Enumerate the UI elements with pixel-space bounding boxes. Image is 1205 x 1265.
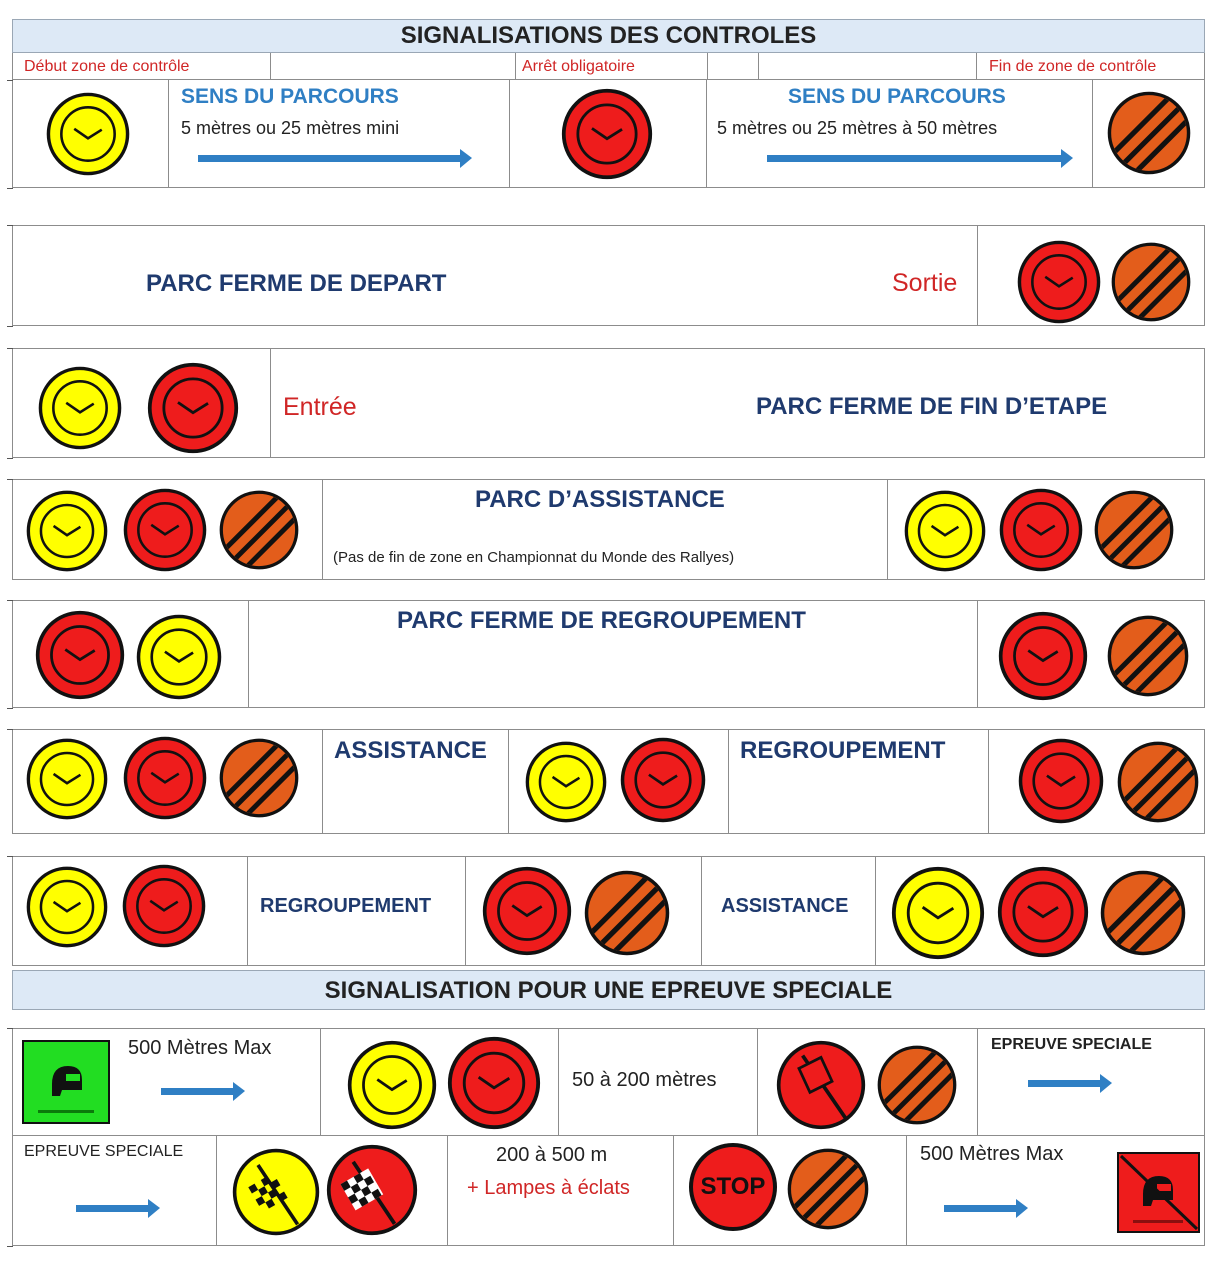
debut-zone-label: Début zone de contrôle (24, 58, 190, 75)
yellow-clock-icon (890, 865, 986, 961)
yellow-clock-icon (45, 91, 131, 177)
parc-ferme-regroupement-title: PARC FERME DE REGROUPEMENT (397, 607, 806, 634)
yellow-clock-icon (25, 737, 109, 821)
yellow-clock-icon (25, 865, 109, 949)
regroupement-label: REGROUPEMENT (740, 737, 946, 764)
sens-parcours-2-title: SENS DU PARCOURS (788, 85, 1006, 108)
direction-arrow-icon (767, 155, 1063, 162)
end-zone-icon (876, 1044, 958, 1126)
red-flag-icon (775, 1039, 867, 1131)
red-clock-icon (122, 487, 208, 573)
parc-ferme-fin-etape-title: PARC FERME DE FIN D’ETAPE (756, 393, 1108, 420)
direction-arrow-icon (161, 1088, 235, 1095)
yellow-clock-icon (37, 365, 123, 451)
assistance-label: ASSISTANCE (721, 895, 849, 917)
yellow-clock-icon (346, 1039, 438, 1131)
direction-arrow-icon (1028, 1080, 1102, 1087)
controls-section-header (12, 19, 1205, 53)
yellow-checkered-flag-icon (231, 1147, 321, 1237)
epreuve-speciale-label: EPREUVE SPECIALE (24, 1143, 184, 1160)
controls-section-title: SIGNALISATIONS DES CONTROLES (400, 22, 817, 49)
sens-parcours-1-text: 5 mètres ou 25 mètres mini (181, 118, 400, 138)
red-clock-icon (997, 610, 1089, 702)
range-200-500-label: 200 à 500 m (496, 1144, 608, 1166)
end-zone-icon (1099, 869, 1187, 957)
end-zone-icon (1116, 740, 1200, 824)
red-clock-icon (619, 736, 707, 824)
end-zone-icon (786, 1147, 870, 1231)
special-stage-section-title: SIGNALISATION POUR UNE EPREUVE SPECIALE (324, 977, 893, 1004)
sortie-label: Sortie (892, 269, 958, 297)
yellow-clock-icon (524, 740, 608, 824)
end-zone-icon (1093, 489, 1175, 571)
red-clock-icon (1017, 737, 1105, 825)
end-zone-icon (1106, 90, 1192, 176)
max-500-label: 500 Mètres Max (128, 1037, 272, 1059)
direction-arrow-icon (76, 1205, 150, 1212)
end-zone-icon (583, 869, 671, 957)
entree-label: Entrée (283, 393, 357, 421)
epreuve-speciale-label: EPREUVE SPECIALE (991, 1036, 1152, 1053)
red-clock-icon (560, 87, 654, 181)
end-zone-icon (1110, 241, 1192, 323)
red-clock-icon (481, 865, 573, 957)
direction-arrow-icon (944, 1205, 1018, 1212)
helmet-end-sign-icon (1117, 1152, 1200, 1233)
end-zone-icon (1106, 614, 1190, 698)
helmet-sign-icon (22, 1040, 110, 1124)
red-clock-icon (121, 863, 207, 949)
red-clock-icon (998, 487, 1084, 573)
sens-parcours-1-title: SENS DU PARCOURS (181, 85, 399, 108)
parc-assistance-note: (Pas de fin de zone en Championnat du Monde des Rallyes) (333, 549, 735, 566)
red-clock-icon (446, 1035, 542, 1131)
max-500-label: 500 Mètres Max (920, 1143, 1064, 1165)
parc-assistance-title: PARC D’ASSISTANCE (475, 486, 725, 513)
direction-arrow-icon (198, 155, 462, 162)
regroupement-label: REGROUPEMENT (260, 895, 432, 917)
stop-sign-icon (689, 1143, 777, 1231)
fin-zone-label: Fin de zone de contrôle (989, 58, 1157, 75)
end-zone-icon (218, 737, 300, 819)
arret-obligatoire-label: Arrêt obligatoire (522, 58, 635, 75)
red-clock-icon (1016, 239, 1102, 325)
lampes-eclats-label: + Lampes à éclats (467, 1177, 630, 1199)
red-clock-icon (996, 865, 1090, 959)
yellow-clock-icon (135, 613, 223, 701)
range-50-200-label: 50 à 200 mètres (572, 1069, 717, 1091)
red-checkered-flag-icon (325, 1143, 419, 1237)
stop-text: STOP (700, 1173, 766, 1200)
red-clock-icon (122, 735, 208, 821)
yellow-clock-icon (25, 489, 109, 573)
special-stage-section-header (12, 970, 1205, 1010)
sens-parcours-2-text: 5 mètres ou 25 mètres à 50 mètres (717, 118, 998, 138)
end-zone-icon (218, 489, 300, 571)
assistance-label: ASSISTANCE (334, 737, 487, 764)
red-clock-icon (34, 609, 126, 701)
parc-ferme-depart-title: PARC FERME DE DEPART (146, 270, 447, 297)
yellow-clock-icon (903, 489, 987, 573)
red-clock-icon (146, 361, 240, 455)
